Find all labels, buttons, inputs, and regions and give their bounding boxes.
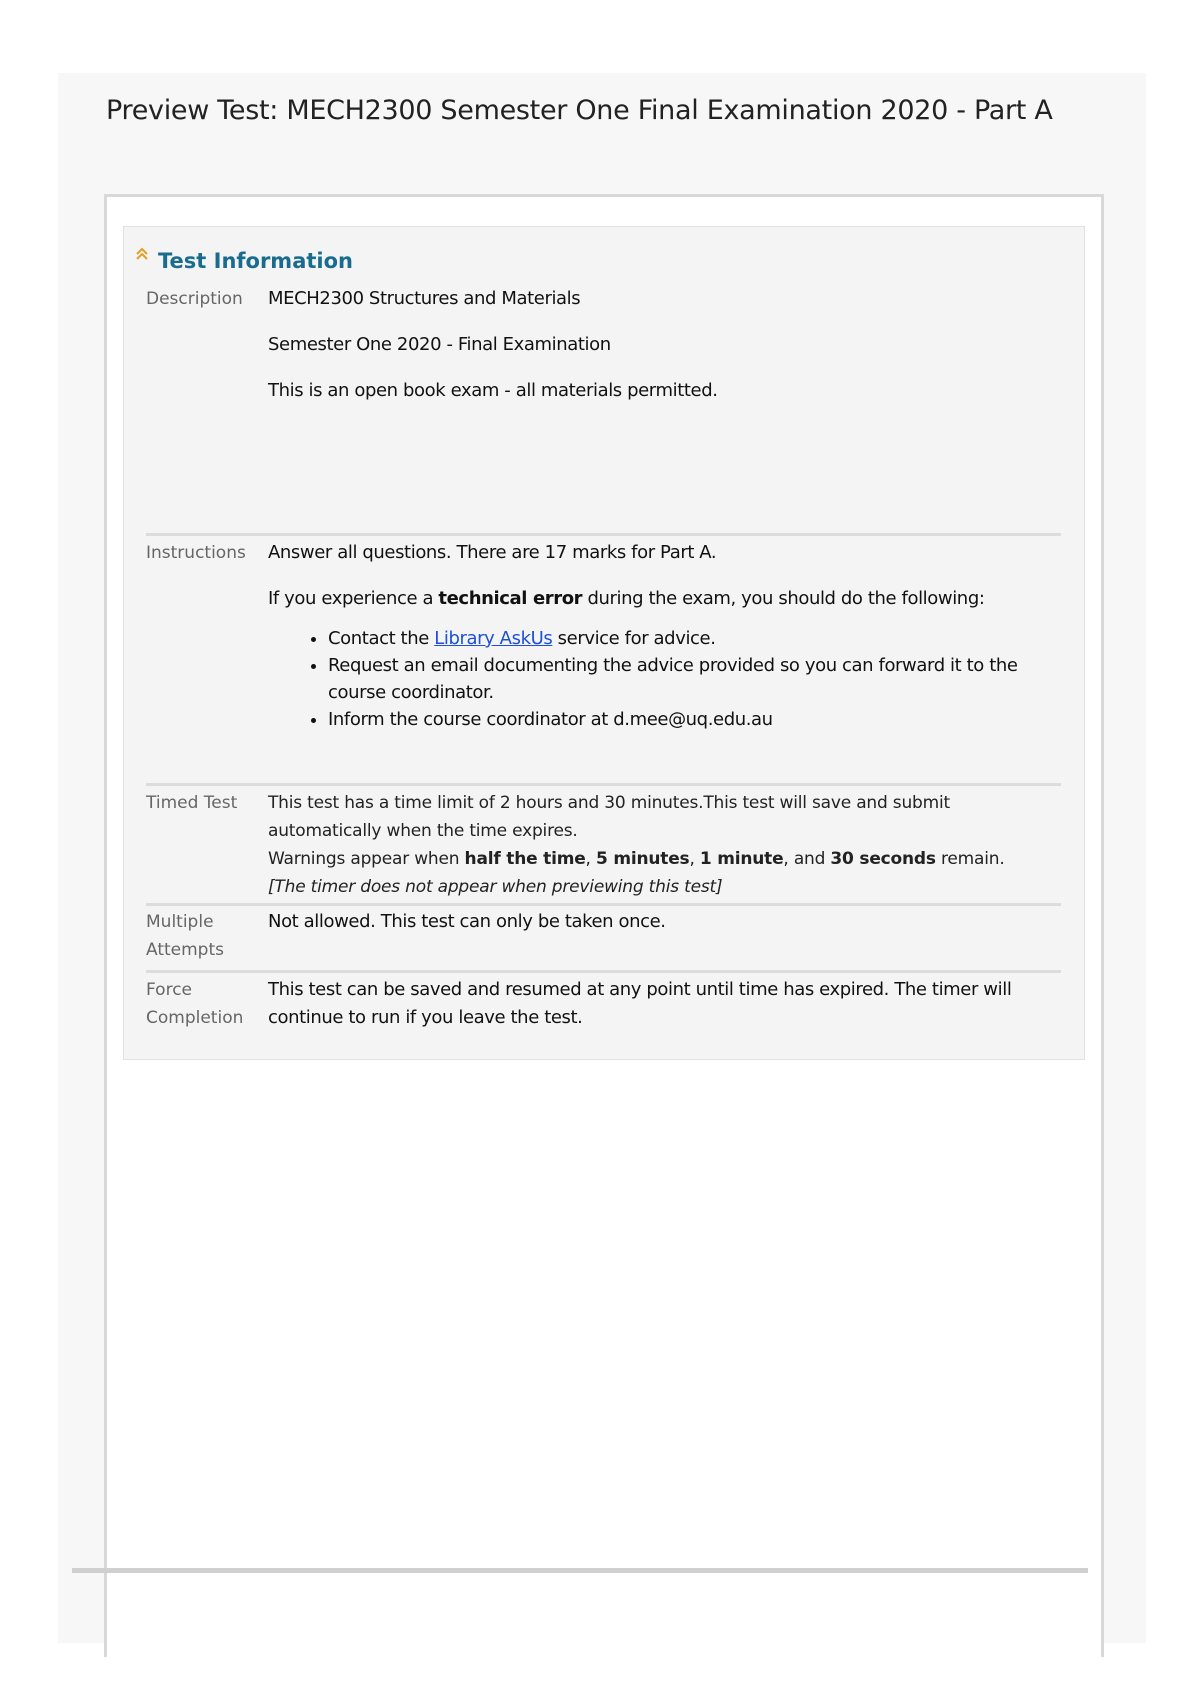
description-line: This is an open book exam - all materials permitted. [268,380,718,401]
time-limit-text: This test has a time limit of 2 hours and 30 minutes.This test will save and submit automatically when the time expires. [268,793,950,841]
list-item: • Inform the course coordinator at d.mee@uq.edu.au [328,706,1061,733]
test-information-header[interactable] [134,239,353,273]
test-info-table [146,285,1061,1032]
panel-title: Test Information [158,249,353,273]
description-line: Semester One 2020 - Final Examination [268,334,611,355]
horizontal-scrollbar[interactable] [72,1568,1088,1573]
technical-error-emphasis: technical error [438,588,583,609]
instructions-list [268,625,1061,733]
double-chevron-up-icon[interactable] [134,245,150,267]
warnings-text: Warnings appear when half the time, 5 minutes, 1 minute, and 30 seconds remain. [268,849,1005,869]
description-line: MECH2300 Structures and Materials [268,288,581,309]
multiple-attempts-label: Multiple Attempts [146,905,268,972]
content-frame [104,194,1104,1657]
instructions-value [268,535,1061,785]
timed-test-value [268,785,1061,905]
technical-error-text: If you experience a technical error during the exam, you should do the following: [268,588,985,609]
description-row [146,285,1061,535]
page-title: Preview Test: MECH2300 Semester One Final Examination 2020 - Part A [106,95,1053,126]
list-item: • Contact the Library AskUs service for advice. [328,625,1061,652]
library-askus-link[interactable]: Library AskUs [434,628,553,649]
timed-test-row [146,785,1061,905]
force-completion-value: This test can be saved and resumed at any point until time has expired. The timer will continue to run if you leave the test. [268,972,1061,1033]
force-completion-label: Force Completion [146,972,268,1033]
multiple-attempts-value: Not allowed. This test can only be taken once. [268,905,1061,972]
page-container [58,73,1146,1643]
instructions-label: Instructions [146,535,268,785]
timer-preview-note: [The timer does not appear when previewing this test] [268,877,723,897]
instructions-intro: Answer all questions. There are 17 marks for Part A. [268,542,717,563]
instructions-row [146,535,1061,785]
force-completion-row [146,972,1061,1033]
timed-test-label: Timed Test [146,785,268,905]
description-value [268,285,1061,535]
description-label: Description [146,289,243,309]
multiple-attempts-row [146,905,1061,972]
test-information-panel [123,226,1085,1060]
list-item: • Request an email documenting the advice provided so you can forward it to the course coordinator. [328,652,1061,706]
